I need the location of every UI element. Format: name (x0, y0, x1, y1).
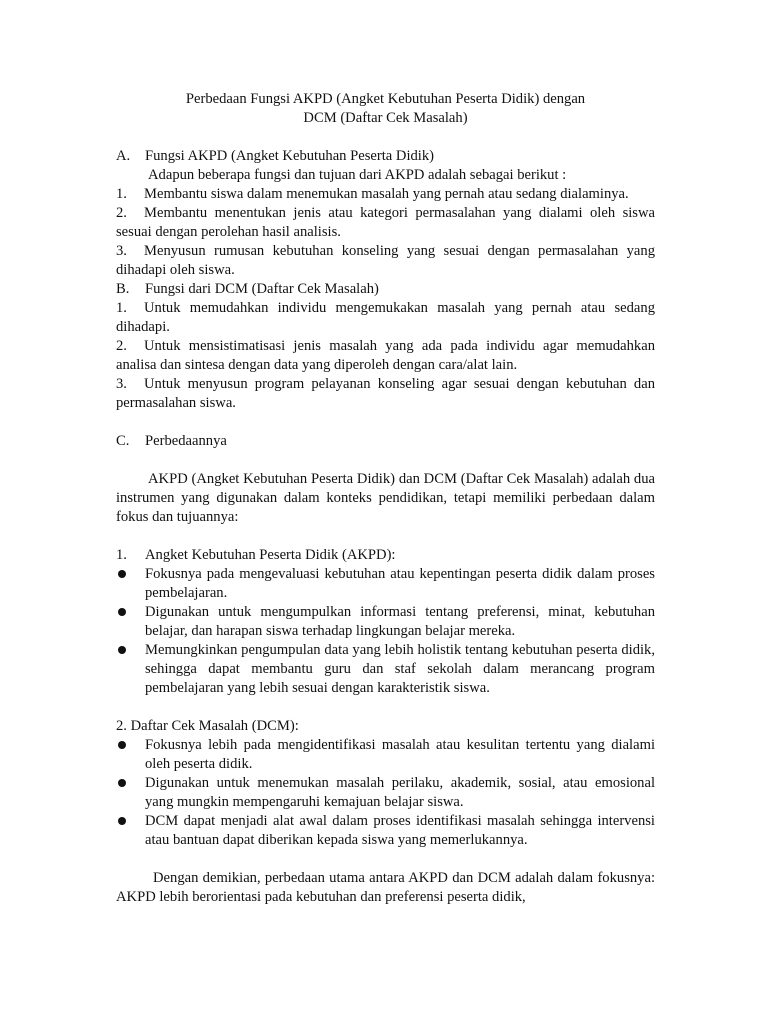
list-number: 2. (116, 338, 127, 354)
bullet-icon (116, 603, 145, 641)
list-item (116, 337, 655, 375)
list-item (116, 242, 655, 280)
bullet-item (116, 774, 655, 812)
list-text: Menyusun rumusan kebutuhan konseling yang sesuai dengan permasalahan yang dihadapi oleh siswa. (116, 243, 655, 278)
bullet-item (116, 641, 655, 698)
section-a-heading (116, 147, 655, 166)
document-body (116, 90, 655, 907)
list-number: 3. (116, 376, 127, 392)
bullet-icon (116, 812, 145, 850)
document-title (116, 90, 655, 128)
bullet-text: Memungkinkan pengumpulan data yang lebih holistik tentang kebutuhan peserta didik, sehingga dapat membantu guru dan staf sekolah dalam merancang program pembelajaran yang lebih sesuai dengan karakteristik siswa. (145, 642, 655, 696)
bullet-icon (116, 736, 145, 774)
bullet-item (116, 812, 655, 850)
dcm-heading: 2. Daftar Cek Masalah (DCM): (116, 718, 299, 734)
bullet-text: Digunakan untuk menemukan masalah perilaku, akademik, sosial, atau emosional yang mungkin mempengaruhi kemajuan belajar siswa. (145, 775, 655, 810)
section-b-heading (116, 280, 655, 299)
list-number: 3. (116, 243, 127, 259)
list-item (116, 185, 655, 204)
title-line-1: Perbedaan Fungsi AKPD (Angket Kebutuhan Peserta Didik) dengan (185, 91, 586, 107)
list-item (116, 299, 655, 337)
list-item (116, 375, 655, 413)
list-item (116, 204, 655, 242)
bullet-item (116, 603, 655, 641)
akpd-title: Angket Kebutuhan Peserta Didik (AKPD): (145, 547, 396, 563)
bullet-icon (116, 641, 145, 698)
list-text: Membantu menentukan jenis atau kategori permasalahan yang dialami oleh siswa sesuai dengan perolehan hasil analisis. (116, 205, 655, 240)
section-c-label: C. (116, 433, 130, 449)
list-number: 2. (116, 205, 127, 221)
bullet-text: Digunakan untuk mengumpulkan informasi tentang preferensi, minat, kebutuhan belajar, dan harapan siswa terhadap lingkungan belajar mereka. (145, 604, 655, 639)
title-line-2: DCM (Daftar Cek Masalah) (303, 110, 468, 126)
akpd-number: 1. (116, 547, 127, 563)
bullet-text: Fokusnya pada mengevaluasi kebutuhan atau kepentingan peserta didik dalam proses pembelajaran. (145, 566, 655, 601)
list-text: Untuk mensistimatisasi jenis masalah yang ada pada individu agar memudahkan analisa dan sintesa dengan data yang diperoleh dengan cara/alat lain. (116, 338, 655, 373)
akpd-heading (116, 546, 655, 565)
section-a-title: Fungsi AKPD (Angket Kebutuhan Peserta Didik) (145, 148, 435, 164)
section-c-title: Perbedaannya (145, 433, 227, 449)
conclusion-paragraph: Dengan demikian, perbedaan utama antara AKPD dan DCM adalah dalam fokusnya: AKPD lebih berorientasi pada kebutuhan dan preferensi peserta didik, (116, 870, 655, 905)
section-b-title: Fungsi dari DCM (Daftar Cek Masalah) (145, 281, 379, 297)
section-b-label: B. (116, 281, 130, 297)
bullet-text: DCM dapat menjadi alat awal dalam proses identifikasi masalah sehingga intervensi atau bantuan dapat diberikan kepada siswa yang memerlukannya. (145, 813, 655, 848)
bullet-icon (116, 565, 145, 603)
bullet-item (116, 565, 655, 603)
bullet-icon (116, 774, 145, 812)
list-text: Untuk memudahkan individu mengemukakan masalah yang pernah atau sedang dihadapi. (116, 300, 655, 335)
section-c-intro: AKPD (Angket Kebutuhan Peserta Didik) dan DCM (Daftar Cek Masalah) adalah dua instrumen yang digunakan dalam konteks pendidikan, tetapi memiliki perbedaan dalam fokus dan tujuannya: (116, 471, 655, 525)
bullet-item (116, 736, 655, 774)
section-a-label: A. (116, 148, 131, 164)
list-number: 1. (116, 300, 127, 316)
bullet-text: Fokusnya lebih pada mengidentifikasi masalah atau kesulitan tertentu yang dialami oleh peserta didik. (145, 737, 655, 772)
list-text: Untuk menyusun program pelayanan konseling agar sesuai dengan kebutuhan dan permasalahan siswa. (116, 376, 655, 411)
list-number: 1. (116, 186, 127, 202)
section-a-intro: Adapun beberapa fungsi dan tujuan dari AKPD adalah sebagai berikut : (148, 167, 567, 183)
section-c-heading (116, 432, 655, 451)
list-text: Membantu siswa dalam menemukan masalah yang pernah atau sedang dialaminya. (144, 186, 629, 202)
